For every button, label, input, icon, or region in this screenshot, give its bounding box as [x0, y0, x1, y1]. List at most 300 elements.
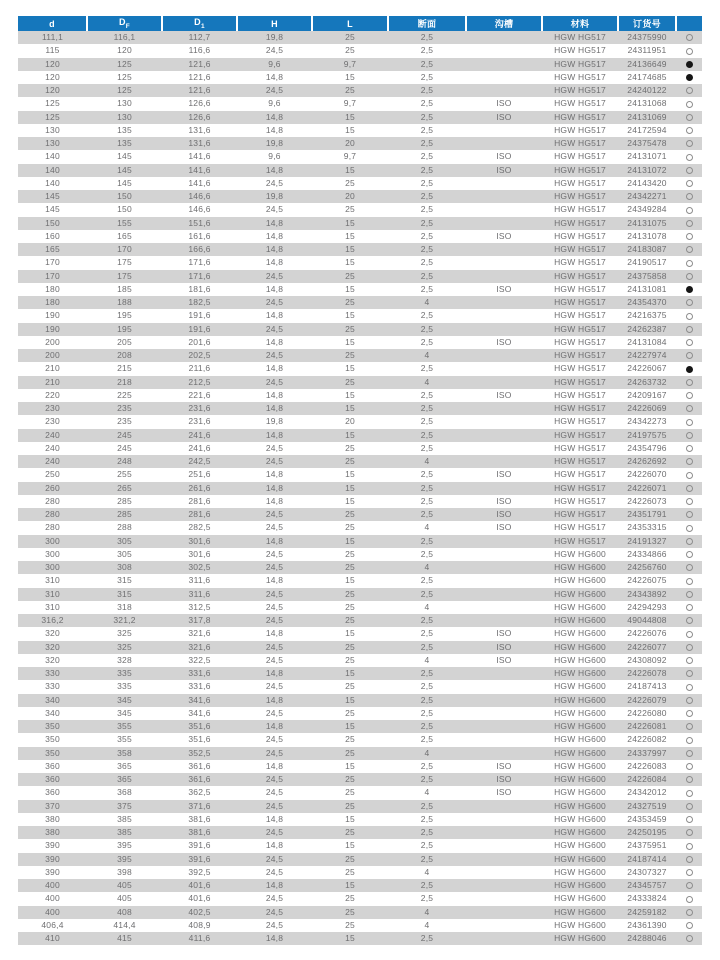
cell-l: 15 [345, 257, 355, 268]
cell-l: 15 [345, 880, 355, 891]
cell-availability [676, 415, 702, 428]
cell-d-1: 221,6 [188, 389, 211, 400]
filled-circle-icon [686, 61, 693, 68]
cell-cross-section: 2,5 [420, 469, 434, 480]
cell-d-1: 261,6 [188, 482, 211, 493]
cell-h: 9,6 [268, 98, 281, 109]
cell-cross-section: 4 [424, 654, 430, 665]
cell-material: HGW HG600 [554, 800, 606, 811]
cell-h: 14,8 [265, 668, 284, 679]
cell-d-f: 175 [117, 257, 132, 268]
cell-groove [466, 720, 542, 733]
cell-cross-section: 2,5 [420, 588, 434, 599]
cell-l: 15 [345, 111, 355, 122]
cell-d: 140 [45, 151, 60, 162]
cell-order-number: 24226070 [627, 469, 667, 480]
cell-d-f: 368 [117, 787, 132, 798]
cell-cross-section: 2,5 [420, 853, 434, 864]
cell-d: 170 [45, 257, 60, 268]
cell-l: 15 [345, 933, 355, 944]
table-row [18, 495, 702, 508]
cell-material: HGW HG517 [554, 363, 606, 374]
cell-availability [676, 601, 702, 614]
cell-groove [466, 402, 542, 415]
cell-d-f: 285 [117, 495, 132, 506]
cell-groove [466, 892, 542, 905]
cell-cross-section: 2,5 [420, 827, 434, 838]
cell-material: HGW HG600 [554, 707, 606, 718]
cell-availability [676, 243, 702, 256]
cell-cross-section: 2,5 [420, 177, 434, 188]
cell-d-1: 112,7 [188, 32, 211, 43]
open-circle-icon [686, 896, 693, 903]
cell-cross-section: 2,5 [420, 774, 434, 785]
cell-d: 400 [45, 893, 60, 904]
cell-l: 25 [345, 85, 355, 96]
open-circle-icon [686, 856, 693, 863]
cell-d-1: 371,6 [188, 800, 211, 811]
cell-h: 14,8 [265, 244, 284, 255]
cell-d-1: 212,5 [188, 376, 211, 387]
cell-material: HGW HG517 [554, 495, 606, 506]
table-row [18, 839, 702, 852]
cell-cross-section: 4 [424, 376, 430, 387]
cell-d: 160 [45, 230, 60, 241]
cell-material: HGW HG517 [554, 244, 606, 255]
table-row [18, 336, 702, 349]
cell-d-1: 341,6 [188, 694, 211, 705]
cell-availability [676, 296, 702, 309]
filled-circle-icon [686, 74, 693, 81]
cell-h: 14,8 [265, 230, 284, 241]
table-row [18, 455, 702, 468]
cell-availability [676, 429, 702, 442]
cell-d-f: 325 [117, 628, 132, 639]
cell-groove [466, 44, 542, 57]
open-circle-icon [686, 511, 693, 518]
cell-material: HGW HG517 [554, 283, 606, 294]
cell-material: HGW HG517 [554, 124, 606, 135]
cell-material: HGW HG600 [554, 681, 606, 692]
cell-h: 24,5 [265, 456, 284, 467]
cell-d: 360 [45, 774, 60, 785]
cell-groove [466, 733, 542, 746]
cell-groove [466, 879, 542, 892]
open-circle-icon [686, 180, 693, 187]
cell-l: 25 [345, 681, 355, 692]
cell-availability [676, 839, 702, 852]
cell-h: 24,5 [265, 707, 284, 718]
cell-d-f: 395 [117, 840, 132, 851]
cell-l: 25 [345, 548, 355, 559]
cell-material: HGW HG600 [554, 906, 606, 917]
open-circle-icon [686, 829, 693, 836]
open-circle-icon [686, 551, 693, 558]
open-circle-icon [686, 445, 693, 452]
cell-l: 25 [345, 456, 355, 467]
cell-material: HGW HG600 [554, 866, 606, 877]
cell-groove [466, 217, 542, 230]
cell-groove [466, 574, 542, 587]
cell-cross-section: 2,5 [420, 668, 434, 679]
open-circle-icon [686, 723, 693, 730]
cell-material: HGW HG600 [554, 601, 606, 612]
cell-d: 111,1 [41, 32, 63, 43]
cell-d: 350 [45, 747, 60, 758]
cell-l: 15 [345, 813, 355, 824]
open-circle-icon [686, 101, 693, 108]
cell-groove [466, 813, 542, 826]
table-row [18, 164, 702, 177]
cell-cross-section: 2,5 [420, 32, 434, 43]
cell-l: 25 [345, 787, 355, 798]
cell-d-f: 358 [117, 747, 132, 758]
cell-d: 380 [45, 827, 60, 838]
cell-cross-section: 2,5 [420, 880, 434, 891]
cell-l: 15 [345, 760, 355, 771]
cell-groove [466, 548, 542, 561]
cell-l: 25 [345, 800, 355, 811]
cell-d: 280 [45, 495, 60, 506]
cell-cross-section: 4 [424, 456, 430, 467]
cell-d-f: 208 [117, 350, 132, 361]
cell-material: HGW HG517 [554, 138, 606, 149]
cell-d-1: 121,6 [188, 58, 211, 69]
cell-order-number: 24256760 [627, 562, 667, 573]
table-row [18, 58, 702, 71]
cell-d-1: 131,6 [188, 138, 211, 149]
open-circle-icon [686, 564, 693, 571]
cell-availability [676, 177, 702, 190]
cell-cross-section: 2,5 [420, 111, 434, 122]
cell-l: 25 [345, 509, 355, 520]
cell-h: 24,5 [265, 893, 284, 904]
cell-l: 25 [345, 654, 355, 665]
cell-groove [466, 826, 542, 839]
cell-d: 280 [45, 509, 60, 520]
cell-h: 19,8 [265, 138, 284, 149]
cell-d: 406,4 [41, 919, 64, 930]
open-circle-icon [686, 48, 693, 55]
cell-groove: ISO [496, 98, 512, 109]
cell-order-number: 24354370 [627, 297, 667, 308]
cell-h: 24,5 [265, 522, 284, 533]
cell-groove: ISO [496, 336, 512, 347]
cell-groove [466, 707, 542, 720]
cell-l: 15 [345, 244, 355, 255]
cell-order-number: 24327519 [627, 800, 667, 811]
cell-groove [466, 31, 542, 44]
cell-l: 25 [345, 562, 355, 573]
cell-d-1: 201,6 [188, 336, 211, 347]
cell-l: 15 [345, 283, 355, 294]
cell-groove: ISO [496, 111, 512, 122]
table-row [18, 71, 702, 84]
cell-cross-section: 2,5 [420, 615, 434, 626]
cell-order-number: 24262387 [627, 323, 667, 334]
cell-cross-section: 2,5 [420, 45, 434, 56]
cell-d-1: 331,6 [188, 681, 211, 692]
table-row [18, 482, 702, 495]
cell-h: 14,8 [265, 310, 284, 321]
cell-cross-section: 2,5 [420, 191, 434, 202]
cell-d-1: 202,5 [188, 350, 211, 361]
cell-availability [676, 362, 702, 375]
cell-d-1: 311,6 [188, 575, 211, 586]
cell-availability [676, 203, 702, 216]
cell-d-f: 395 [117, 853, 132, 864]
column-header-l: L [312, 16, 388, 31]
cell-d-1: 402,5 [188, 906, 211, 917]
cell-d: 140 [45, 164, 60, 175]
cell-material: HGW HG517 [554, 98, 606, 109]
cell-order-number: 24187413 [627, 681, 667, 692]
cell-material: HGW HG600 [554, 641, 606, 652]
cell-h: 14,8 [265, 840, 284, 851]
cell-cross-section: 4 [424, 297, 430, 308]
cell-order-number: 24174685 [627, 71, 667, 82]
cell-groove [466, 84, 542, 97]
cell-h: 24,5 [265, 641, 284, 652]
table-header-row [18, 16, 702, 31]
cell-cross-section: 2,5 [420, 217, 434, 228]
cell-material: HGW HG517 [554, 32, 606, 43]
cell-d-1: 281,6 [188, 495, 211, 506]
cell-d: 400 [45, 880, 60, 891]
cell-material: HGW HG600 [554, 562, 606, 573]
cell-l: 9,7 [343, 58, 357, 69]
cell-material: HGW HG517 [554, 111, 606, 122]
open-circle-icon [686, 750, 693, 757]
cell-h: 24,5 [265, 681, 284, 692]
open-circle-icon [686, 538, 693, 545]
cell-groove [466, 839, 542, 852]
cell-h: 14,8 [265, 164, 284, 175]
cell-d-f: 155 [117, 217, 132, 228]
cell-d-1: 411,6 [188, 933, 211, 944]
cell-h: 24,5 [265, 204, 284, 215]
cell-d-f: 408 [117, 906, 132, 917]
cell-material: HGW HG517 [554, 297, 606, 308]
cell-d-1: 361,6 [188, 774, 211, 785]
cell-order-number: 24226073 [627, 495, 667, 506]
cell-availability [676, 482, 702, 495]
cell-d: 180 [45, 283, 60, 294]
cell-l: 25 [345, 893, 355, 904]
cell-l: 25 [345, 297, 355, 308]
table-row [18, 747, 702, 760]
cell-order-number: 24345757 [627, 880, 667, 891]
filled-circle-icon [686, 286, 693, 293]
cell-d-1: 408,9 [188, 919, 211, 930]
cell-groove: ISO [496, 760, 512, 771]
table-row [18, 760, 702, 773]
cell-d-f: 335 [117, 681, 132, 692]
cell-d-f: 165 [117, 230, 132, 241]
cell-d-1: 282,5 [188, 522, 211, 533]
cell-cross-section: 2,5 [420, 363, 434, 374]
cell-d-f: 205 [117, 336, 132, 347]
cell-d-f: 375 [117, 800, 132, 811]
cell-order-number: 24308092 [627, 654, 667, 665]
cell-order-number: 24226080 [627, 707, 667, 718]
cell-availability [676, 58, 702, 71]
open-circle-icon [686, 776, 693, 783]
cell-order-number: 24226082 [627, 734, 667, 745]
cell-availability [676, 376, 702, 389]
cell-material: HGW HG517 [554, 204, 606, 215]
cell-order-number: 24342012 [627, 787, 667, 798]
cell-groove [466, 932, 542, 945]
cell-d-f: 145 [117, 151, 132, 162]
cell-cross-section: 2,5 [420, 58, 434, 69]
cell-d: 260 [45, 482, 60, 493]
table-row [18, 561, 702, 574]
cell-h: 19,8 [265, 416, 284, 427]
cell-l: 15 [345, 694, 355, 705]
cell-groove [466, 349, 542, 362]
cell-groove [466, 614, 542, 627]
cell-h: 24,5 [265, 270, 284, 281]
cell-availability [676, 760, 702, 773]
cell-material: HGW HG517 [554, 257, 606, 268]
cell-groove [466, 694, 542, 707]
cell-groove [466, 680, 542, 693]
open-circle-icon [686, 657, 693, 664]
cell-cross-section: 2,5 [420, 283, 434, 294]
cell-cross-section: 4 [424, 601, 430, 612]
cell-order-number: 24226069 [627, 403, 667, 414]
cell-groove [466, 800, 542, 813]
cell-availability [676, 813, 702, 826]
cell-d-1: 391,6 [188, 840, 211, 851]
cell-groove: ISO [496, 495, 512, 506]
cell-order-number: 24131068 [627, 98, 667, 109]
cell-d-f: 398 [117, 866, 132, 877]
table-row [18, 773, 702, 786]
cell-d-1: 126,6 [188, 111, 211, 122]
cell-cross-section: 2,5 [420, 482, 434, 493]
cell-d-1: 401,6 [188, 893, 211, 904]
cell-h: 24,5 [265, 442, 284, 453]
cell-d-1: 392,5 [188, 866, 211, 877]
cell-groove [466, 376, 542, 389]
cell-order-number: 24226079 [627, 694, 667, 705]
cell-availability [676, 217, 702, 230]
cell-groove: ISO [496, 787, 512, 798]
cell-l: 15 [345, 403, 355, 414]
cell-d-1: 401,6 [188, 880, 211, 891]
cell-groove [466, 323, 542, 336]
cell-l: 15 [345, 469, 355, 480]
cell-d-f: 248 [117, 456, 132, 467]
cell-order-number: 24131075 [627, 217, 667, 228]
cell-availability [676, 521, 702, 534]
cell-l: 25 [345, 601, 355, 612]
cell-l: 15 [345, 575, 355, 586]
cell-d-f: 315 [117, 575, 132, 586]
cell-d-1: 141,6 [188, 151, 211, 162]
cell-d-f: 305 [117, 535, 132, 546]
cell-order-number: 24131072 [627, 164, 667, 175]
cell-d-1: 351,6 [188, 734, 211, 745]
cell-groove [466, 177, 542, 190]
cell-material: HGW HG517 [554, 191, 606, 202]
cell-cross-section: 2,5 [420, 138, 434, 149]
cell-groove [466, 137, 542, 150]
open-circle-icon [686, 273, 693, 280]
cell-d-1: 166,6 [188, 244, 211, 255]
column-header-order-number: 订货号 [618, 16, 676, 31]
cell-h: 14,8 [265, 363, 284, 374]
cell-d-f: 345 [117, 707, 132, 718]
cell-h: 14,8 [265, 628, 284, 639]
cell-l: 25 [345, 853, 355, 864]
cell-availability [676, 707, 702, 720]
cell-order-number: 24226084 [627, 774, 667, 785]
cell-h: 24,5 [265, 774, 284, 785]
table-row [18, 826, 702, 839]
cell-order-number: 24227974 [627, 350, 667, 361]
cell-order-number: 24216375 [627, 310, 667, 321]
cell-availability [676, 773, 702, 786]
cell-d-f: 125 [117, 58, 132, 69]
cell-d-f: 145 [117, 177, 132, 188]
column-header-cross-section: 断面 [388, 16, 466, 31]
cell-l: 25 [345, 45, 355, 56]
cell-groove [466, 296, 542, 309]
cell-d: 120 [45, 71, 60, 82]
cell-d: 280 [45, 522, 60, 533]
cell-d: 145 [45, 204, 60, 215]
cell-d-f: 315 [117, 588, 132, 599]
cell-cross-section: 2,5 [420, 933, 434, 944]
cell-l: 15 [345, 495, 355, 506]
cell-d: 400 [45, 906, 60, 917]
cell-h: 24,5 [265, 906, 284, 917]
table-row [18, 349, 702, 362]
cell-order-number: 49044808 [627, 615, 667, 626]
cell-cross-section: 2,5 [420, 840, 434, 851]
cell-d-f: 195 [117, 310, 132, 321]
cell-d: 240 [45, 442, 60, 453]
cell-material: HGW HG517 [554, 323, 606, 334]
cell-groove [466, 667, 542, 680]
cell-d: 316,2 [41, 615, 64, 626]
cell-availability [676, 349, 702, 362]
cell-d-f: 235 [117, 416, 132, 427]
cell-h: 24,5 [265, 800, 284, 811]
cell-d: 340 [45, 694, 60, 705]
cell-l: 15 [345, 217, 355, 228]
cell-d: 370 [45, 800, 60, 811]
cell-material: HGW HG600 [554, 668, 606, 679]
table-row [18, 508, 702, 521]
cell-material: HGW HG517 [554, 217, 606, 228]
open-circle-icon [686, 737, 693, 744]
table-row [18, 468, 702, 481]
cell-groove [466, 561, 542, 574]
cell-order-number: 24294293 [627, 601, 667, 612]
cell-d: 240 [45, 456, 60, 467]
cell-h: 24,5 [265, 45, 284, 56]
open-circle-icon [686, 869, 693, 876]
cell-material: HGW HG517 [554, 403, 606, 414]
cell-availability [676, 97, 702, 110]
table-header [18, 16, 702, 31]
cell-availability [676, 694, 702, 707]
cell-availability [676, 442, 702, 455]
